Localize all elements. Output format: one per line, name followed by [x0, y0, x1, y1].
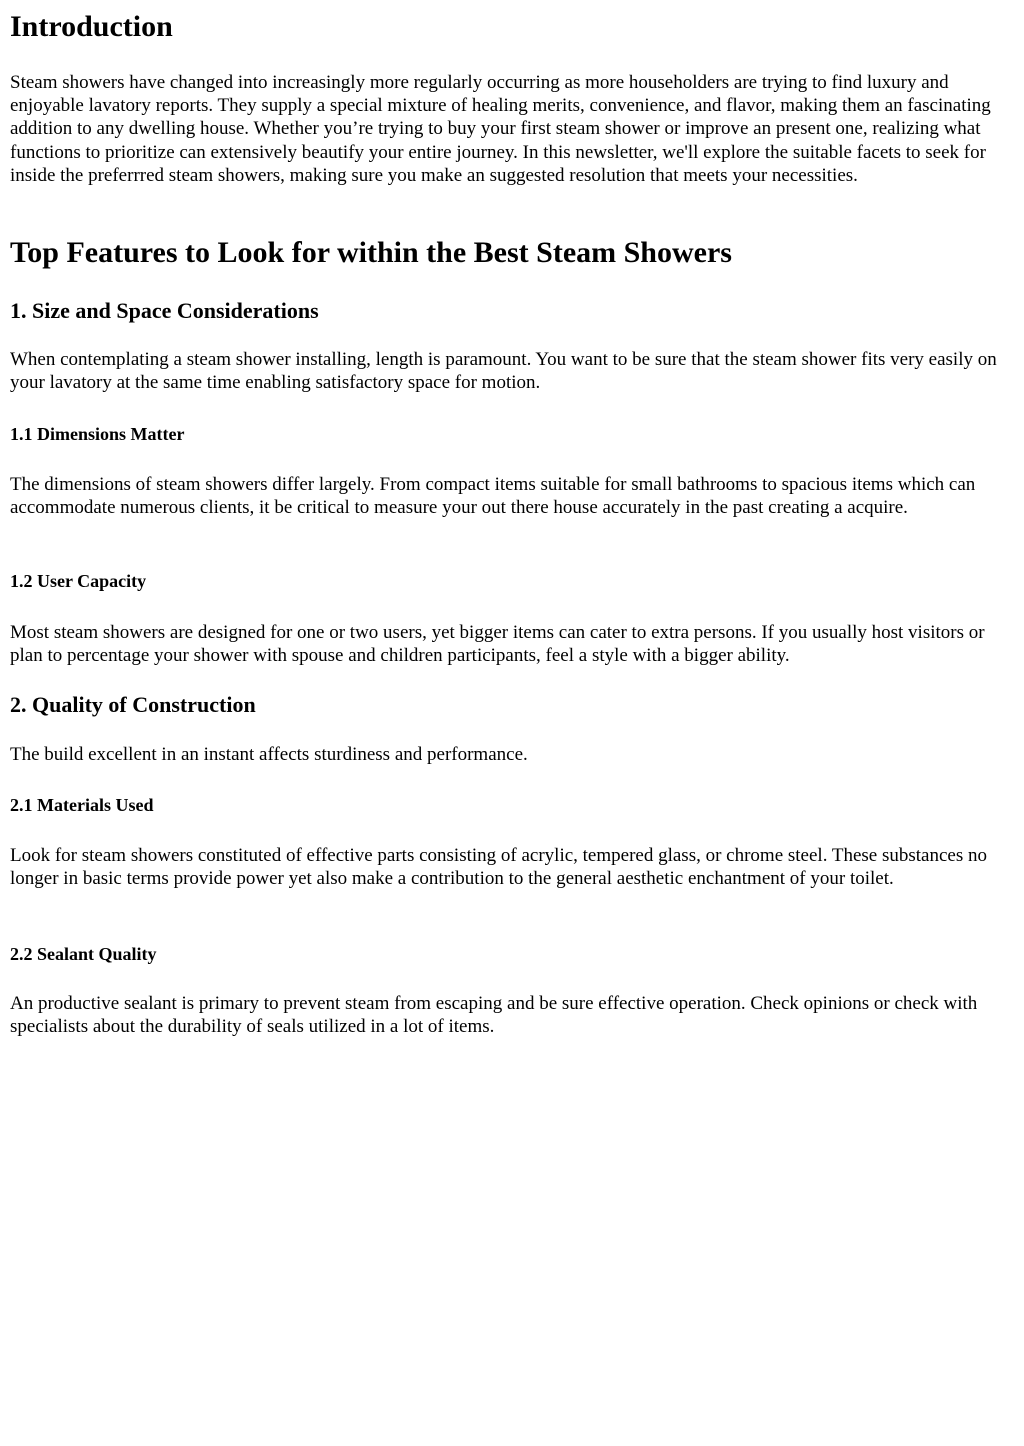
section-1-paragraph: When contemplating a steam shower installing, length is paramount. You want to be sure that the steam shower fits very easily on your lavatory at the same time enabling satisfactory space for motion. [10, 349, 997, 394]
section-2-heading: 2. Quality of Construction [10, 692, 256, 717]
section-1-1-heading: 1.1 Dimensions Matter [10, 424, 185, 444]
section-2-paragraph: The build excellent in an instant affects sturdiness and performance. [10, 744, 528, 765]
intro-heading: Introduction [10, 10, 173, 43]
section-2-2-heading: 2.2 Sealant Quality [10, 944, 157, 964]
section-1-1-paragraph: The dimensions of steam showers differ largely. From compact items suitable for small bathrooms to spacious items which can accommodate numerous clients, it be critical to measure your out there house accurately in the past creating a acquire. [10, 474, 976, 519]
intro-paragraph: Steam showers have changed into increasingly more regularly occurring as more householders are trying to find luxury and enjoyable lavatory reports. They supply a special mixture of healing merits, convenience, and flavor, making them an fascinating addition to any dwelling house. Whether you’re trying to buy your first steam shower or improve an present one, realizing what functions to prioritize can extensively beautify your entire journey. In this newsletter, we'll explore the suitable facets to seek for inside the preferrred steam showers, making sure you make an suggested resolution that meets your necessities. [10, 72, 991, 186]
section-1-2-heading: 1.2 User Capacity [10, 571, 147, 591]
section-1-heading: 1. Size and Space Considerations [10, 298, 319, 323]
section-2-1-heading: 2.1 Materials Used [10, 795, 154, 815]
features-heading: Top Features to Look for within the Best Steam Showers [10, 236, 732, 269]
section-2-2-paragraph: An productive sealant is primary to prevent steam from escaping and be sure effective operation. Check opinions or check with specialists about the durability of seals utilized in a lot of items. [10, 993, 978, 1038]
section-2-1-paragraph: Look for steam showers constituted of effective parts consisting of acrylic, tempered glass, or chrome steel. These substances no longer in basic terms provide power yet also make a contribution to the general aesthetic enchantment of your toilet. [10, 845, 987, 890]
section-1-2-paragraph: Most steam showers are designed for one or two users, yet bigger items can cater to extra persons. If you usually host visitors or plan to percentage your shower with spouse and children participants, feel a style with a bigger ability. [10, 622, 985, 667]
